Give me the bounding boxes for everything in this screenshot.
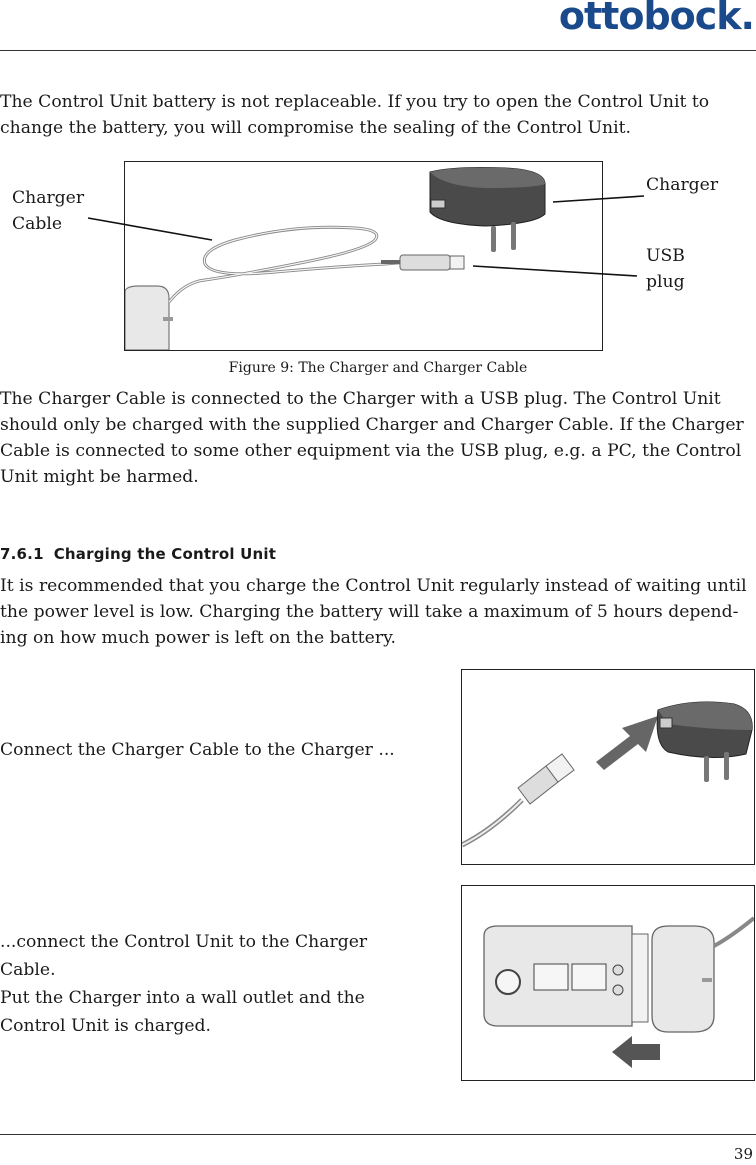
- callout-usb-plug-line-2: plug: [646, 272, 685, 292]
- page-number: 39: [733, 1145, 753, 1163]
- figure-caption: Figure 9: The Charger and Charger Cable: [228, 360, 528, 376]
- step-2-line-2: Cable.: [0, 960, 56, 980]
- step-2-text: [0, 928, 400, 1040]
- recommend-line-3: ing on how much power is left on the battery.: [0, 628, 396, 648]
- section-title: Charging the Control Unit: [53, 545, 277, 563]
- callout-charger: Charger: [646, 175, 719, 195]
- section-number: 7.6.1: [0, 545, 44, 563]
- control-unit-illustration: [462, 886, 754, 1080]
- leader-charger: [553, 196, 644, 202]
- connect-cable-illustration: [462, 670, 754, 864]
- step-2-line-3: Put the Charger into a wall outlet and the: [0, 988, 365, 1008]
- callout-leader-lines: [0, 0, 756, 400]
- callout-charger-cable-line-2: Cable: [12, 214, 63, 234]
- callout-charger-cable-line-1: Charger: [12, 188, 85, 208]
- step-2-line-4: Control Unit is charged.: [0, 1016, 212, 1036]
- recommend-line-2: the power level is low. Charging the battery will take a maximum of 5 hours depend-: [0, 602, 739, 622]
- step-1-text: Connect the Charger Cable to the Charger ...: [0, 740, 395, 760]
- connect-control-unit-image: [461, 885, 755, 1081]
- intro-paragraph: The Control Unit battery is not replaceable. If you try to open the Control Unit to change the battery, you will compromise the sealing of the Control Unit.: [0, 92, 710, 138]
- leader-charger-cable: [88, 218, 212, 240]
- leader-usb-plug: [473, 266, 637, 276]
- callout-usb-plug-line-1: USB: [646, 246, 685, 266]
- recommend-line-1: It is recommended that you charge the Control Unit regularly instead of waiting until: [0, 576, 747, 596]
- cable-info-paragraph: The Charger Cable is connected to the Charger with a USB plug. The Control Unit should only be charged with the supplied Charger and Charger Cable. If the Charger Cable is connected to some other equipment via the USB plug, e.g. a PC, the Control Unit might be harmed.: [0, 389, 744, 487]
- step-2-line-1: ...connect the Control Unit to the Charger: [0, 932, 368, 952]
- footer-divider: [0, 1134, 756, 1135]
- recommend-paragraph: [0, 573, 756, 651]
- connect-cable-image: [461, 669, 755, 865]
- section-heading: [0, 545, 276, 563]
- ottobock-logo: ottobock.: [558, 0, 754, 38]
